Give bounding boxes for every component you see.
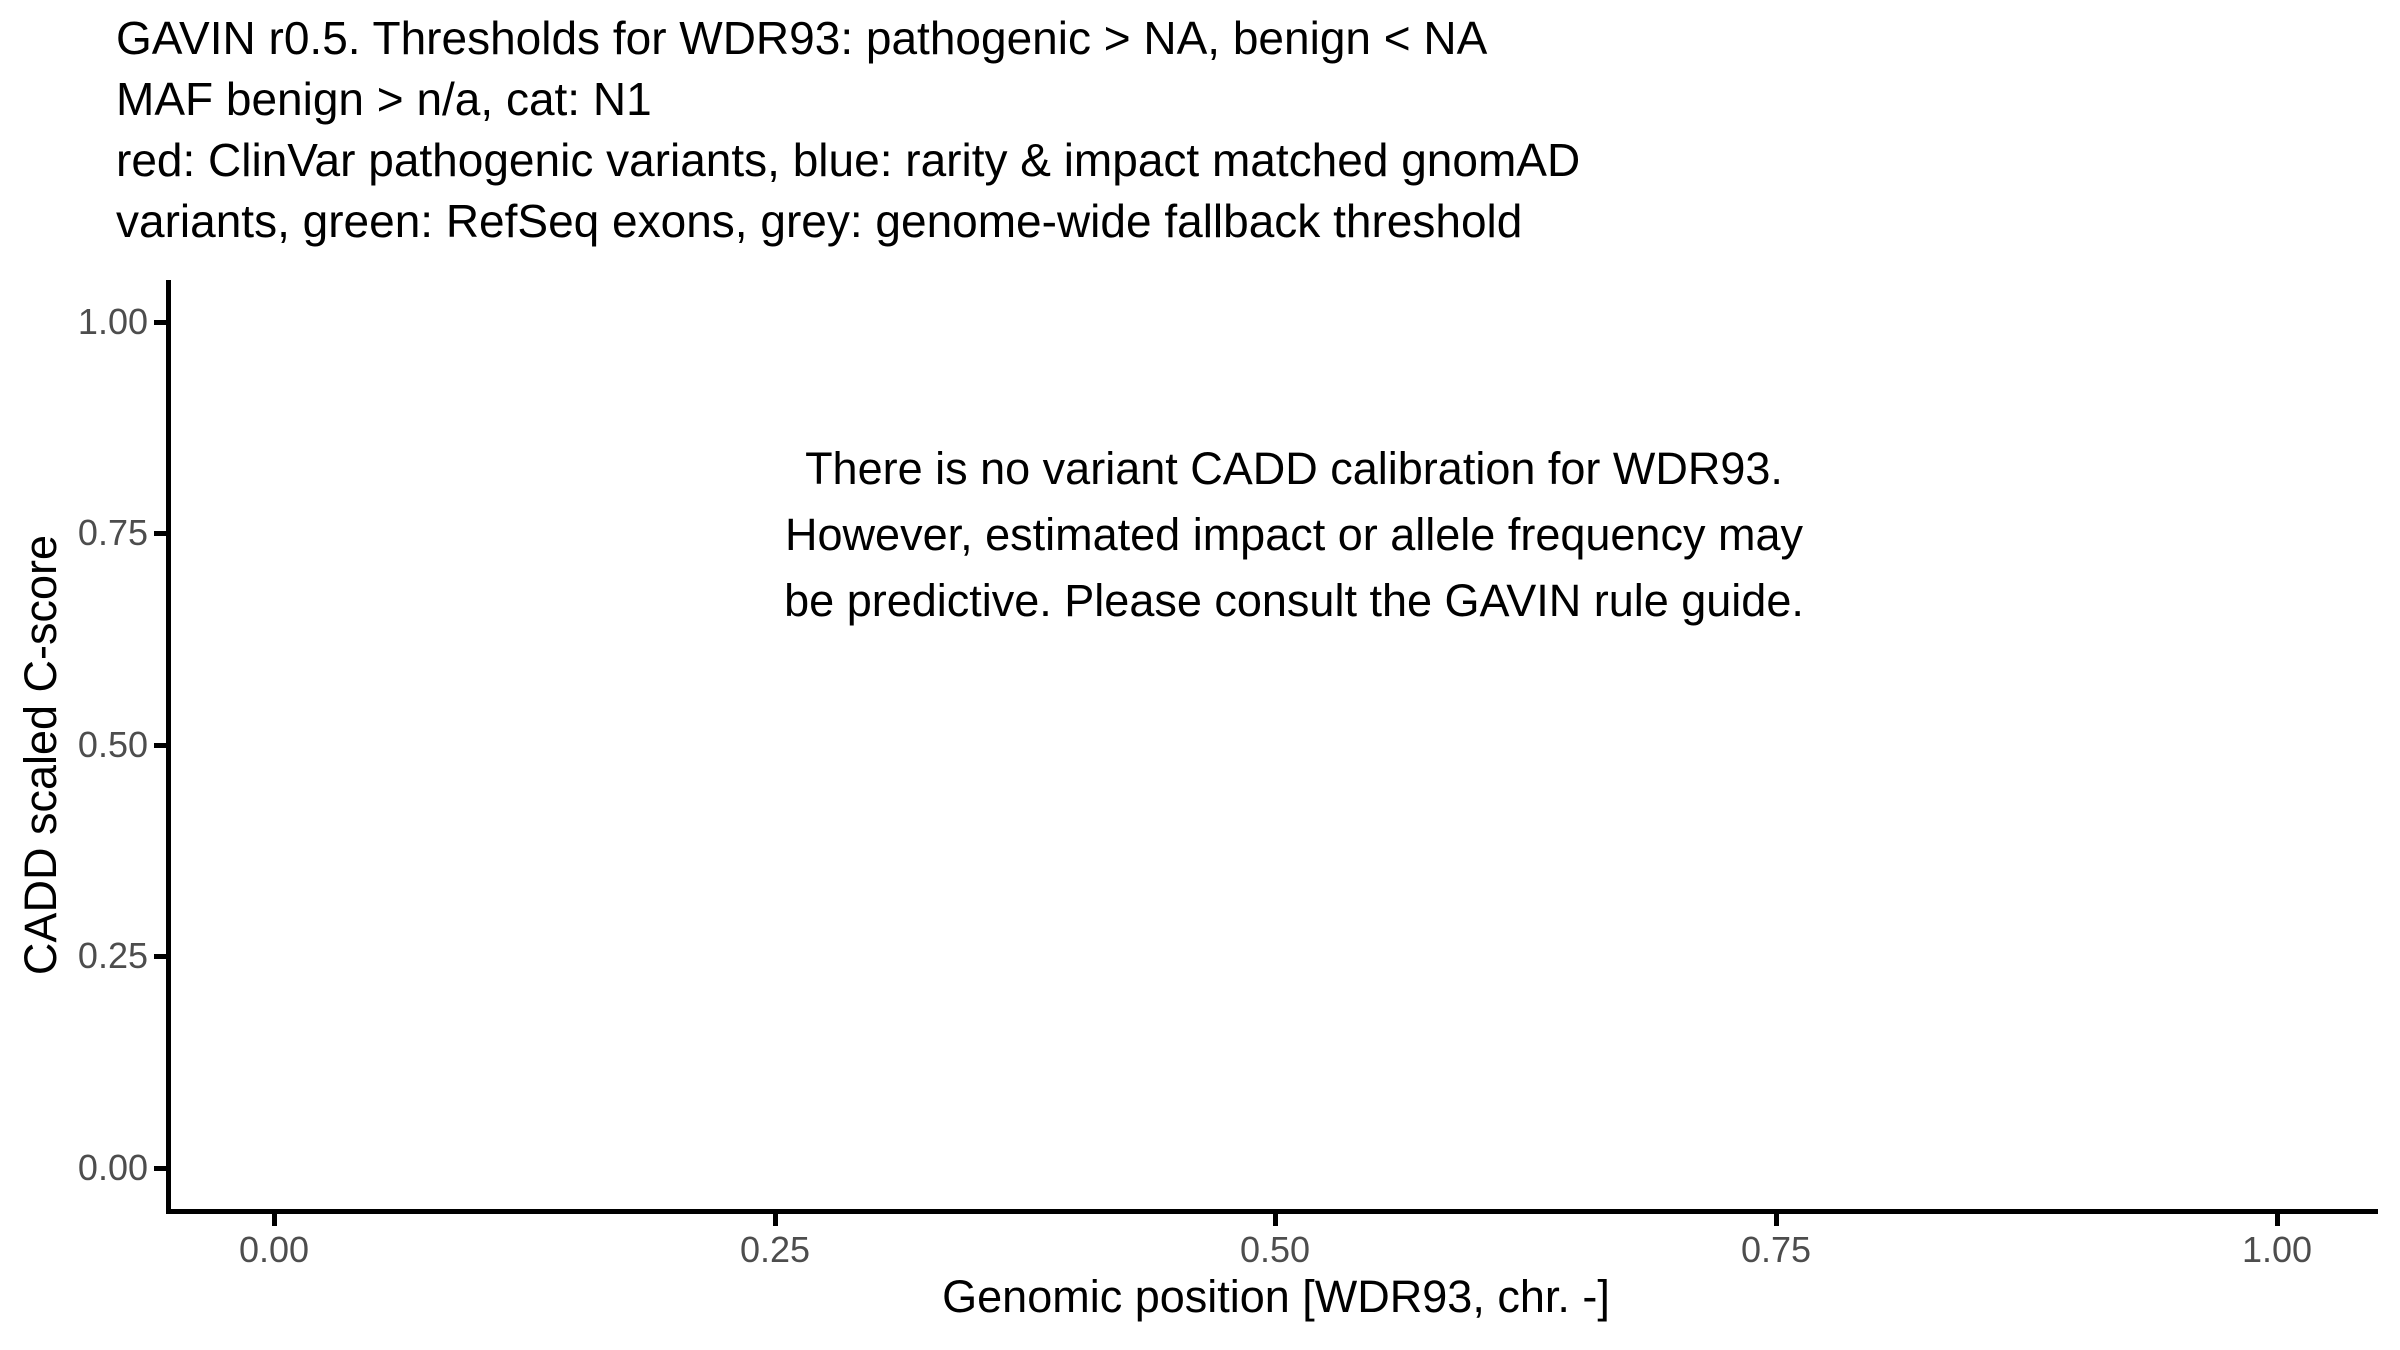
plot-panel [166,280,2378,1214]
x-axis-tick-label: 0.00 [238,1229,310,1270]
y-axis-tick-mark [154,531,166,536]
x-axis-tick-mark [1774,1214,1779,1226]
chart-title-line-2: MAF benign > n/a, cat: N1 [116,73,652,125]
x-axis-tick-label: 0.25 [739,1229,811,1270]
y-axis-tick-mark [154,1166,166,1171]
x-axis-tick-mark [1273,1214,1278,1226]
y-axis-tick-label: 1.00 [77,301,148,342]
chart-title-line-1: GAVIN r0.5. Thresholds for WDR93: pathogenic > NA, benign < NA [116,12,1488,64]
x-axis-tick-mark [773,1214,778,1226]
y-axis-tick-mark [154,320,166,325]
y-axis-tick-label: 0.00 [77,1147,148,1188]
annotation-line-2: However, estimated impact or allele frequency may [785,509,1803,560]
y-axis-tick-label: 0.50 [77,724,148,765]
x-axis-tick-mark [272,1214,277,1226]
chart-title-line-3: red: ClinVar pathogenic variants, blue: rarity & impact matched gnomAD [116,134,1581,186]
annotation-line-3: be predictive. Please consult the GAVIN rule guide. [784,575,1804,626]
x-axis-tick-label: 0.75 [1740,1229,1812,1270]
y-axis-tick-label: 0.25 [77,935,148,976]
x-axis-tick-label: 1.00 [2241,1229,2313,1270]
chart-title-line-4: variants, green: RefSeq exons, grey: genome-wide fallback threshold [116,195,1523,247]
y-axis-title: CADD scaled C-score [15,534,66,976]
chart-title [116,8,1580,252]
empty-plot-annotation [784,436,1804,634]
y-axis-tick-mark [154,954,166,959]
annotation-line-1: There is no variant CADD calibration for WDR93. [805,443,1783,494]
x-axis-tick-label: 0.50 [1239,1229,1311,1270]
y-axis-tick-label: 0.75 [77,512,148,553]
x-axis-tick-mark [2275,1214,2280,1226]
x-axis-title: Genomic position [WDR93, chr. -] [942,1271,1610,1322]
y-axis-tick-mark [154,743,166,748]
